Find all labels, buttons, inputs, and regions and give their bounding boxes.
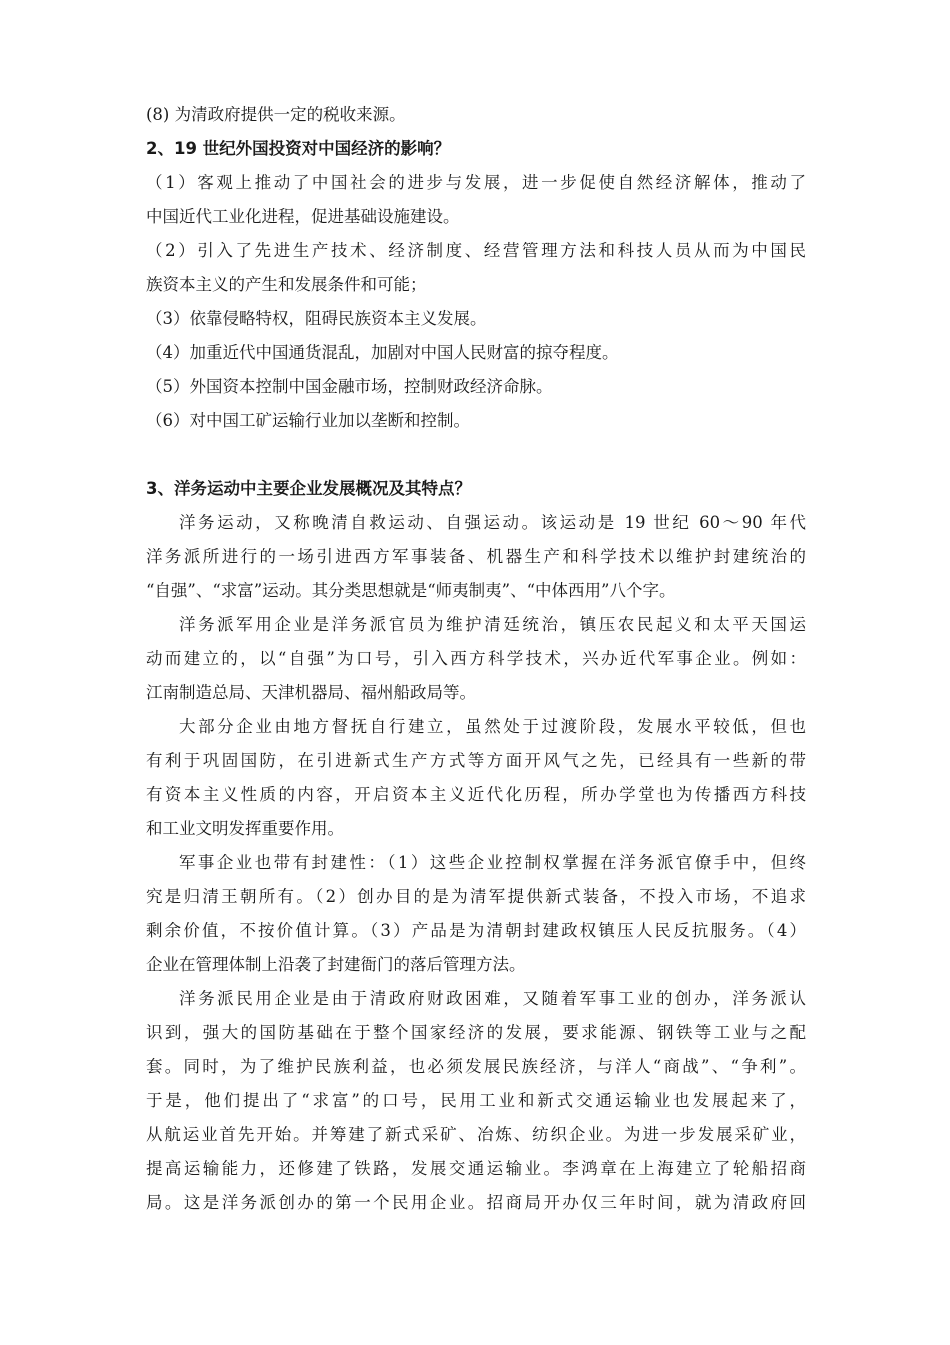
list-item-8: (8) 为清政府提供一定的税收来源。: [146, 105, 406, 124]
paragraph-line: 军事企业也带有封建性：（1）这些企业控制权掌握在洋务派官僚手中，但终: [179, 853, 806, 872]
paragraph-line: 洋务派所进行的一场引进西方军事装备、机器生产和科学技术以维护封建统治的: [146, 547, 806, 566]
paragraph-line: 洋务运动，又称晚清自救运动、自强运动。该运动是 19 世纪 60～90 年代: [179, 513, 806, 532]
section-3-heading: 3、洋务运动中主要企业发展概况及其特点？: [146, 479, 471, 498]
paragraph-line: 局。这是洋务派创办的第一个民用企业。招商局开办仅三年时间，就为清政府回: [146, 1193, 806, 1212]
paragraph-line: 识到，强大的国防基础在于整个国家经济的发展，要求能源、钢铁等工业与之配: [146, 1023, 806, 1042]
list-item-line: 中国近代工业化进程，促进基础设施建设。: [146, 207, 460, 226]
list-item-line: （1）客观上推动了中国社会的进步与发展，进一步促使自然经济解体，推动了: [146, 173, 806, 192]
list-item: [146, 370, 806, 404]
paragraph-line: 大部分企业由地方督抚自行建立，虽然处于过渡阶段，发展水平较低，但也: [179, 717, 806, 736]
section-3-body: [146, 506, 806, 1220]
paragraph: [146, 982, 806, 1220]
paragraph-line: 和工业文明发挥重要作用。: [146, 819, 344, 838]
list-item-line: （2）引入了先进生产技术、经济制度、经营管理方法和科技人员从而为中国民: [146, 241, 806, 260]
list-item-line: （4）加重近代中国通货混乱，加剧对中国人民财富的掠夺程度。: [146, 343, 619, 362]
paragraph-line: 于是，他们提出了“求富”的口号，民用工业和新式交通运输业也发展起来了，: [146, 1091, 806, 1110]
paragraph-line: 有利于巩固国防，在引进新式生产方式等方面开风气之先，已经具有一些新的带: [146, 751, 806, 770]
paragraph-line: 究是归清王朝所有。（2）创办目的是为清军提供新式装备，不投入市场，不追求: [146, 887, 806, 906]
paragraph: [146, 608, 806, 710]
paragraph-line: 从航运业首先开始。并筹建了新式采矿、冶炼、纺织企业。为进一步发展采矿业，: [146, 1125, 806, 1144]
list-item-line: （6）对中国工矿运输行业加以垄断和控制。: [146, 411, 470, 430]
list-item: [146, 166, 806, 234]
paragraph: [146, 506, 806, 608]
section-2-heading: 2、19 世纪外国投资对中国经济的影响？: [146, 139, 451, 158]
paragraph-line: 剩余价值，不按价值计算。（3）产品是为清朝封建政权镇压人民反抗服务。（4）: [146, 921, 806, 940]
paragraph-line: 企业在管理体制上沿袭了封建衙门的落后管理方法。: [146, 955, 526, 974]
paragraph: [146, 710, 806, 846]
paragraph: [146, 846, 806, 982]
list-item-line: 族资本主义的产生和发展条件和可能；: [146, 275, 427, 294]
paragraph-line: 洋务派军用企业是洋务派官员为维护清廷统治，镇压农民起义和太平天国运: [179, 615, 806, 634]
list-item: [146, 336, 806, 370]
list-item-line: （5）外国资本控制中国金融市场，控制财政经济命脉。: [146, 377, 553, 396]
paragraph-line: 提高运输能力，还修建了铁路，发展交通运输业。李鸿章在上海建立了轮船招商: [146, 1159, 806, 1178]
list-item: [146, 404, 806, 438]
list-item-line: （3）依靠侵略特权，阻碍民族资本主义发展。: [146, 309, 487, 328]
document-page: [146, 98, 806, 1220]
paragraph-line: 套。同时，为了维护民族利益，也必须发展民族经济，与洋人“商战”、“争利”。: [146, 1057, 806, 1076]
list-item: [146, 234, 806, 302]
paragraph-line: 洋务派民用企业是由于清政府财政困难，又随着军事工业的创办，洋务派认: [179, 989, 806, 1008]
blank-line: [146, 438, 806, 472]
section-2-list: [146, 166, 806, 438]
paragraph-line: 动而建立的，以“自强”为口号，引入西方科学技术，兴办近代军事企业。例如：: [146, 649, 806, 668]
list-item: [146, 302, 806, 336]
paragraph-line: “自强”、“求富”运动。其分类思想就是“师夷制夷”、“中体西用”八个字。: [146, 581, 676, 600]
paragraph-line: 有资本主义性质的内容，开启资本主义近代化历程，所办学堂也为传播西方科技: [146, 785, 806, 804]
paragraph-line: 江南制造总局、天津机器局、福州船政局等。: [146, 683, 476, 702]
